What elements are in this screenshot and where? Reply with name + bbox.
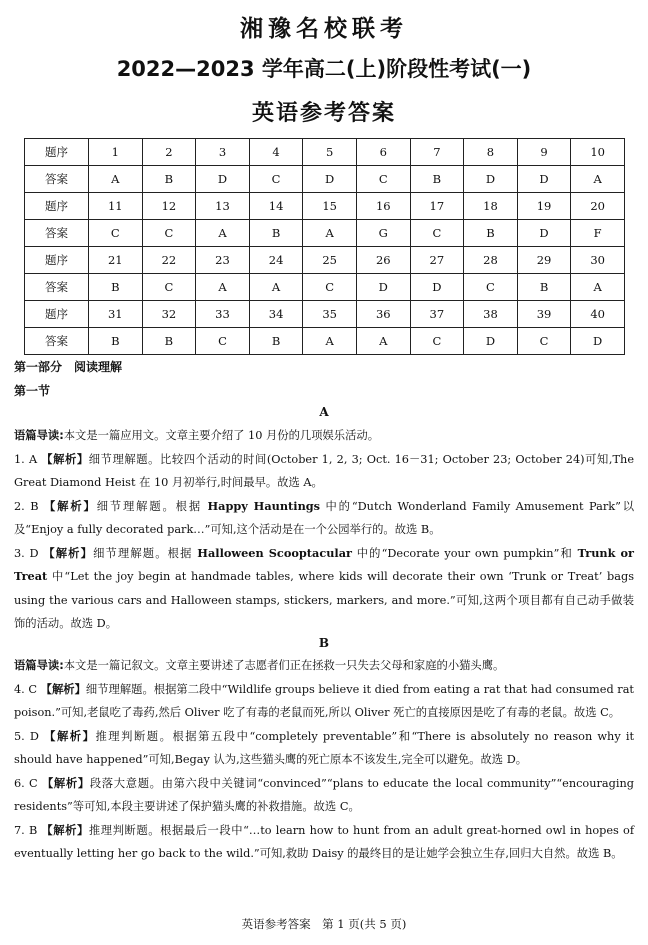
table-cell: D: [464, 328, 518, 355]
table-cell: A: [196, 220, 250, 247]
table-cell: A: [571, 274, 625, 301]
row-label: 答案: [25, 274, 89, 301]
table-cell: G: [356, 220, 410, 247]
table-cell: D: [464, 166, 518, 193]
table-cell: 9: [517, 139, 571, 166]
passage-a-heading: A: [319, 405, 329, 419]
table-cell: 37: [410, 301, 464, 328]
table-cell: 26: [356, 247, 410, 274]
row-label: 答案: [25, 220, 89, 247]
table-cell: D: [410, 274, 464, 301]
table-row: [25, 301, 625, 328]
table-cell: D: [303, 166, 357, 193]
table-row: [25, 247, 625, 274]
table-cell: C: [410, 220, 464, 247]
table-cell: 22: [142, 247, 196, 274]
answer-explanation: 6. C 【解析】段落大意题。由第六段中关键词“convinced”“plans to educate the local community”“encouraging residents”等可知,本段主要讲述了保护猫头鹰的补救措施。故选 C。: [14, 776, 634, 813]
answer-table: [24, 138, 625, 355]
part1-heading: 第一部分 阅读理解: [14, 360, 123, 374]
table-cell: 18: [464, 193, 518, 220]
table-cell: 4: [249, 139, 303, 166]
table-cell: 35: [303, 301, 357, 328]
passage-b-heading: B: [318, 636, 330, 650]
table-cell: A: [356, 328, 410, 355]
table-cell: 3: [196, 139, 250, 166]
table-cell: A: [571, 166, 625, 193]
table-cell: 7: [410, 139, 464, 166]
table-row: [25, 274, 625, 301]
exam-union-title: 湘豫名校联考: [240, 16, 408, 42]
answer-explanation: 4. C 【解析】细节理解题。根据第二段中“Wildlife groups believe it died from eating a rat that had consumed rat poison.”可知,老鼠吃了毒药,然后 Oliver 吃了有毒的老鼠而死,所以 Oliver 死亡的直接原因是吃了有毒的老鼠。故选 C。: [14, 682, 634, 719]
table-cell: 38: [464, 301, 518, 328]
table-cell: D: [356, 274, 410, 301]
table-cell: 36: [356, 301, 410, 328]
table-cell: B: [89, 328, 143, 355]
table-cell: 30: [571, 247, 625, 274]
answer-explanation: 1. A 【解析】细节理解题。比较四个活动的时间(October 1, 2, 3; Oct. 16－31; October 23; October 24)可知,The Great Diamond Heist 在 10 月初举行,时间最早。故选 A。: [14, 452, 635, 489]
table-cell: 28: [464, 247, 518, 274]
table-cell: B: [410, 166, 464, 193]
table-cell: 14: [249, 193, 303, 220]
row-label: 题序: [25, 193, 89, 220]
table-cell: A: [196, 274, 250, 301]
table-cell: 24: [249, 247, 303, 274]
table-cell: D: [517, 166, 571, 193]
table-cell: C: [303, 274, 357, 301]
table-cell: 23: [196, 247, 250, 274]
section1-heading: 第一节: [14, 384, 51, 398]
table-cell: 29: [517, 247, 571, 274]
table-cell: 40: [571, 301, 625, 328]
table-cell: 33: [196, 301, 250, 328]
table-cell: C: [356, 166, 410, 193]
answer-explanation: 2. B 【解析】细节理解题。根据 Happy Hauntings 中的“Dutch Wonderland Family Amusement Park”以及“Enjoy a fully decorated park…”可知,这个活动是在一个公园举行的。故选 B。: [14, 498, 635, 536]
row-label: 答案: [25, 328, 89, 355]
row-label: 题序: [25, 247, 89, 274]
table-cell: C: [142, 274, 196, 301]
table-cell: B: [249, 220, 303, 247]
table-cell: D: [517, 220, 571, 247]
table-cell: B: [142, 328, 196, 355]
table-cell: C: [517, 328, 571, 355]
answer-key-title: 英语参考答案: [251, 101, 396, 126]
table-cell: 8: [464, 139, 518, 166]
table-cell: 17: [410, 193, 464, 220]
table-row: [25, 220, 625, 247]
table-cell: 16: [356, 193, 410, 220]
table-cell: C: [89, 220, 143, 247]
row-label: 答案: [25, 166, 89, 193]
table-cell: 32: [142, 301, 196, 328]
table-cell: 6: [356, 139, 410, 166]
table-cell: 20: [571, 193, 625, 220]
table-cell: 19: [517, 193, 571, 220]
table-cell: D: [571, 328, 625, 355]
table-cell: 1: [89, 139, 143, 166]
table-row: [25, 328, 625, 355]
table-cell: 34: [249, 301, 303, 328]
table-cell: 31: [89, 301, 143, 328]
table-cell: A: [249, 274, 303, 301]
table-cell: A: [303, 328, 357, 355]
answer-explanation: 3. D 【解析】细节理解题。根据 Halloween Scooptacular 中的“Decorate your own pumpkin”和 Trunk or Treat 中“Let the joy begin at handmade tables, where kids will decorate their own ‘Trunk or Treat’ bags using the various cars and Halloween stamps, stickers, markers, and more.”可知,这两个项目都有自己动手做装饰的活动。故选 D。: [14, 545, 635, 630]
exam-session-title: 2022—2023 学年高二(上)阶段性考试(一): [116, 57, 532, 81]
table-row: [25, 193, 625, 220]
table-cell: 11: [89, 193, 143, 220]
table-cell: C: [249, 166, 303, 193]
table-cell: F: [571, 220, 625, 247]
passage-b-body: [14, 654, 634, 866]
passage-a-body: [14, 424, 634, 636]
table-cell: B: [517, 274, 571, 301]
table-cell: 21: [89, 247, 143, 274]
answer-explanation: 7. B 【解析】推理判断题。根据最后一段中“…to learn how to hunt from an adult great-horned owl in hopes of eventually letting her go back to the wild.”可知,救助 Daisy 的最终目的是让她学会独立生存,回归大自然。故选 B。: [14, 823, 634, 860]
table-cell: 13: [196, 193, 250, 220]
row-label: 题序: [25, 301, 89, 328]
table-cell: C: [464, 274, 518, 301]
table-cell: C: [196, 328, 250, 355]
table-cell: C: [142, 220, 196, 247]
table-cell: B: [142, 166, 196, 193]
table-cell: 10: [571, 139, 625, 166]
passage-b-guide: 语篇导读:本文是一篇记叙文。文章主要讲述了志愿者们正在拯救一只失去父母和家庭的小猫头鹰。: [14, 659, 505, 672]
table-cell: 39: [517, 301, 571, 328]
table-cell: 15: [303, 193, 357, 220]
table-cell: B: [89, 274, 143, 301]
table-cell: A: [89, 166, 143, 193]
table-cell: 2: [142, 139, 196, 166]
table-cell: 25: [303, 247, 357, 274]
table-cell: C: [410, 328, 464, 355]
passage-a-guide: 语篇导读:本文是一篇应用文。文章主要介绍了 10 月份的几项娱乐活动。: [14, 429, 379, 442]
table-row: [25, 139, 625, 166]
answer-explanation: 5. D 【解析】推理判断题。根据第五段中“completely preventable”和“There is absolutely no reason why it should have happened”可知,Begay 认为,这些猫头鹰的死亡原本不该发生,完全可以避免。故选 D。: [14, 729, 634, 766]
row-label: 题序: [25, 139, 89, 166]
table-cell: 5: [303, 139, 357, 166]
table-cell: 27: [410, 247, 464, 274]
table-cell: B: [464, 220, 518, 247]
table-cell: B: [249, 328, 303, 355]
table-row: [25, 166, 625, 193]
page-footer: 英语参考答案 第 1 页(共 5 页): [241, 917, 407, 931]
table-cell: D: [196, 166, 250, 193]
table-cell: 12: [142, 193, 196, 220]
table-cell: A: [303, 220, 357, 247]
